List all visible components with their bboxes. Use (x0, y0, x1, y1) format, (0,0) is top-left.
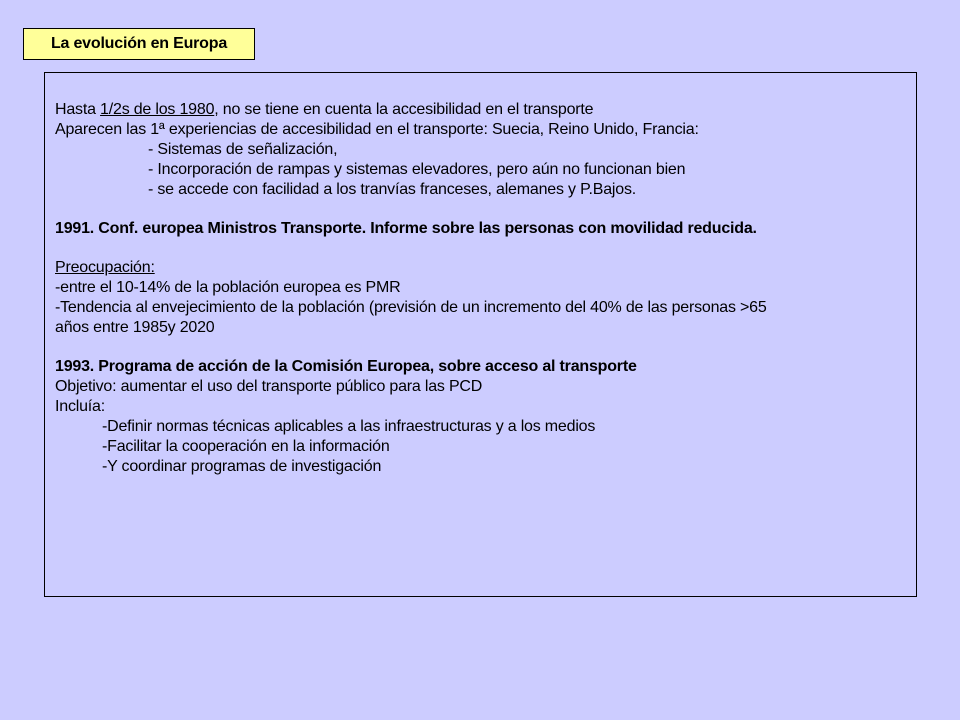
concern-item: años entre 1985y 2020 (55, 319, 215, 336)
intro-underlined-period: 1/2s de los 1980 (100, 101, 215, 118)
heading-1991: 1991. Conf. europea Ministros Transporte. Informe sobre las personas con movilidad reducida. (55, 220, 757, 237)
heading-1993: 1993. Programa de acción de la Comisión Europea, sobre acceso al transporte (55, 358, 637, 375)
intro-line (55, 100, 912, 120)
body-text (55, 100, 912, 477)
included-item: -Y coordinar programas de investigación (102, 458, 382, 475)
spacer (55, 338, 912, 357)
concern-label: Preocupación: (55, 259, 155, 276)
concern-item: -Tendencia al envejecimiento de la población (previsión de un incremento del 40% de las personas >65 (55, 299, 767, 316)
concern-item: -entre el 10-14% de la población europea es PMR (55, 279, 401, 296)
experience-item: - Incorporación de rampas y sistemas elevadores, pero aún no funcionan bien (148, 161, 686, 178)
intro-prefix: Hasta (55, 101, 101, 118)
experience-item: - Sistemas de señalización, (148, 141, 338, 158)
intro-suffix: , no se tiene en cuenta la accesibilidad en el transporte (214, 101, 594, 118)
spacer (55, 200, 912, 219)
experiences-line: Aparecen las 1ª experiencias de accesibilidad en el transporte: Suecia, Reino Unido, Francia: (55, 121, 699, 138)
included-item: -Facilitar la cooperación en la información (102, 438, 390, 455)
experience-item: - se accede con facilidad a los tranvías franceses, alemanes y P.Bajos. (148, 181, 636, 198)
included-label: Incluía: (55, 398, 105, 415)
spacer (55, 239, 912, 258)
slide-title: La evolución en Europa (23, 28, 255, 60)
included-item: -Definir normas técnicas aplicables a las infraestructuras y a los medios (102, 418, 596, 435)
objective-line: Objetivo: aumentar el uso del transporte público para las PCD (55, 378, 483, 395)
content-panel (44, 72, 917, 597)
